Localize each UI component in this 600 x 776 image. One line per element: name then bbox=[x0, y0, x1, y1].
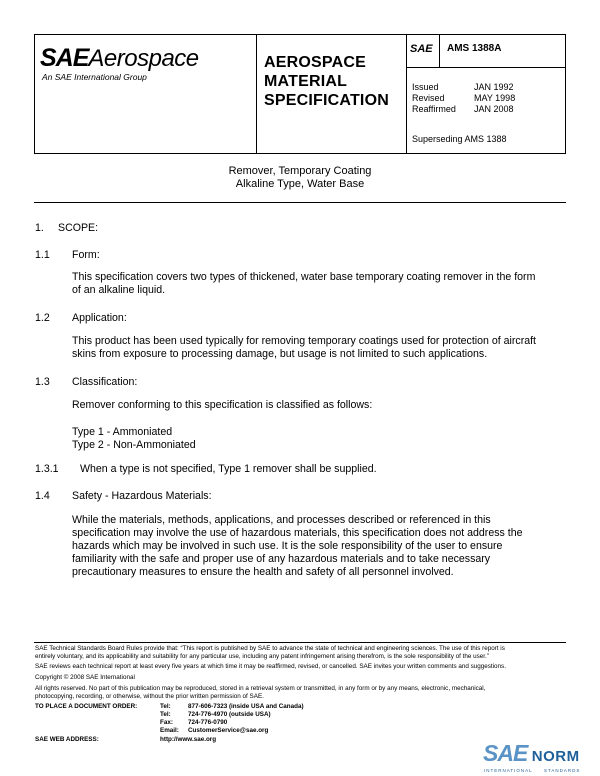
section-1-3-1-text: When a type is not specified, Type 1 remover shall be supplied. bbox=[80, 463, 377, 475]
spec-title-line-1: AEROSPACE bbox=[264, 54, 366, 71]
document-title-line-2: Alkaline Type, Water Base bbox=[235, 178, 365, 190]
header-divider-1 bbox=[256, 34, 257, 154]
footer-rules-line-2: entirely voluntary, and its applicability and suitability for any particular use, including any patent infringement arising therefrom, is the sole responsibility of the user.” bbox=[35, 652, 489, 660]
section-1-1-line-2: of an alkaline liquid. bbox=[72, 284, 166, 296]
logo-tagline: An SAE International Group bbox=[42, 72, 147, 82]
footer-review-text: SAE reviews each technical report at least every five years at which time it may be reaffirmed, revised, or cancelled. SAE invites your written comments and suggestions. bbox=[35, 663, 506, 670]
revised-label: Revised bbox=[412, 93, 445, 103]
header-divider-2 bbox=[406, 34, 407, 154]
tel-value[interactable]: 877-606-7323 (inside USA and Canada) bbox=[188, 703, 304, 710]
email-link[interactable]: CustomerService@sae.org bbox=[188, 727, 269, 734]
section-1-3-text: Remover conforming to this specification is classified as follows: bbox=[72, 399, 373, 411]
section-1-2-heading: Application: bbox=[72, 312, 127, 324]
email-label: Email: bbox=[160, 727, 179, 734]
norm-sae-text: SAE bbox=[483, 740, 528, 766]
section-1-number: 1. bbox=[35, 222, 44, 234]
section-1-4-line-2: specification may involve the use of hazardous materials, this specification does not address the bbox=[72, 527, 523, 539]
section-1-4-heading: Safety - Hazardous Materials: bbox=[72, 490, 212, 502]
sae-aerospace-logo bbox=[40, 44, 199, 73]
type-list bbox=[72, 426, 196, 452]
title-separator bbox=[34, 202, 566, 203]
type-1-item: Type 1 - Ammoniated bbox=[72, 426, 173, 438]
section-1-2-line-2: skins from exposure to processing damage, but usage is not limited to such applications. bbox=[72, 348, 488, 360]
document-title-line-1: Remover, Temporary Coating bbox=[228, 165, 372, 177]
section-1-2-text bbox=[72, 335, 536, 361]
logo-sae-text: SAE bbox=[40, 44, 89, 72]
section-1-4-number: 1.4 bbox=[35, 490, 50, 502]
web-label: SAE WEB ADDRESS: bbox=[35, 736, 99, 743]
section-1-4-line-3: hazards which may be involved in such use. It is the sole responsibility of the user to ensure bbox=[72, 540, 503, 552]
document-title bbox=[34, 165, 566, 191]
section-1-2-number: 1.2 bbox=[35, 312, 50, 324]
fax-value: 724-776-0790 bbox=[188, 719, 228, 726]
section-1-1-number: 1.1 bbox=[35, 249, 50, 261]
norm-small-left: INTERNATIONAL bbox=[484, 768, 533, 773]
ams-number: AMS 1388A bbox=[447, 43, 502, 54]
logo-aerospace-text: Aerospace bbox=[88, 45, 199, 72]
section-1-4-line-1: While the materials, methods, applications, and processes described or referenced in this bbox=[72, 514, 491, 526]
section-1-3-1-number: 1.3.1 bbox=[35, 463, 59, 475]
reaffirmed-label: Reaffirmed bbox=[412, 104, 456, 114]
footer-rights-text bbox=[35, 685, 565, 700]
order-label: TO PLACE A DOCUMENT ORDER: bbox=[35, 703, 138, 710]
section-1-1-heading: Form: bbox=[72, 249, 100, 261]
section-1-4-line-5: precautionary measures to ensure the health and safety of all personnel involved. bbox=[72, 566, 454, 578]
tel2-label: Tel: bbox=[160, 711, 171, 718]
section-1-1-line-1: This specification covers two types of thickened, water base temporary coating remover in the form bbox=[72, 271, 536, 283]
spec-title-line-2: MATERIAL bbox=[264, 73, 348, 90]
header-divider-3 bbox=[439, 34, 440, 67]
fax-label: Fax: bbox=[160, 719, 173, 726]
web-link[interactable]: http://www.sae.org bbox=[160, 736, 217, 743]
revised-date: MAY 1998 bbox=[474, 93, 516, 103]
header-hline bbox=[406, 67, 566, 68]
superseding-text: Superseding AMS 1388 bbox=[412, 134, 507, 144]
norm-text: NORM bbox=[531, 748, 580, 765]
spec-title-line-3: SPECIFICATION bbox=[264, 92, 389, 109]
section-1-heading: SCOPE: bbox=[58, 222, 99, 234]
footer-rules-text bbox=[35, 645, 565, 660]
sae-mini-logo: SAE bbox=[410, 43, 433, 55]
type-2-item: Type 2 - Non-Ammoniated bbox=[72, 439, 196, 451]
section-1-3-heading: Classification: bbox=[72, 376, 138, 388]
tel-label: Tel: bbox=[160, 703, 171, 710]
footer-copyright: Copyright © 2008 SAE International bbox=[35, 674, 135, 681]
sae-norm-watermark bbox=[483, 740, 580, 767]
section-1-1-text bbox=[72, 271, 535, 297]
footer-separator bbox=[34, 642, 566, 643]
issued-label: Issued bbox=[412, 82, 439, 92]
spec-title bbox=[264, 53, 389, 110]
footer-rules-line-1: SAE Technical Standards Board Rules provide that: “This report is published by SAE to advance the state of technical and engineering sciences. The use of this report is bbox=[35, 645, 505, 652]
tel2-value[interactable]: 724-776-4970 (outside USA) bbox=[188, 711, 271, 718]
section-1-2-line-1: This product has been used typically for removing temporary coatings used for protection of aircraft bbox=[72, 335, 536, 347]
footer-rights-line-2: photocopying, recording, or otherwise, without the prior written permission of SAE. bbox=[35, 692, 264, 700]
norm-small-right: STANDARDS bbox=[544, 768, 581, 773]
section-1-4-line-4: familiarity with the safe and proper use of any hazardous materials and to take necessary bbox=[72, 553, 491, 565]
reaffirmed-date: JAN 2008 bbox=[474, 104, 514, 114]
footer-rights-line-1: All rights reserved. No part of this publication may be reproduced, stored in a retrieval system or transmitted, in any form or by any means, electronic, mechanical, bbox=[35, 685, 486, 692]
issued-date: JAN 1992 bbox=[474, 82, 514, 92]
section-1-4-text bbox=[72, 514, 522, 579]
section-1-3-number: 1.3 bbox=[35, 376, 50, 388]
